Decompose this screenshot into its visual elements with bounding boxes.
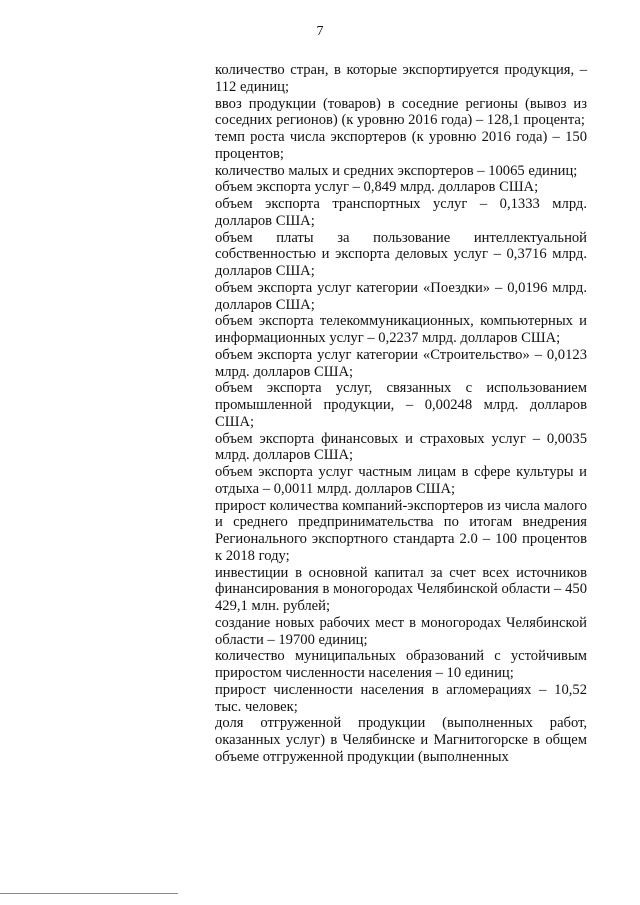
page-number: 7 xyxy=(316,24,324,39)
list-item: объем экспорта финансовых и страховых услуг – 0,0035 млрд. долларов США; xyxy=(215,430,587,464)
list-item: объем платы за пользование интеллектуальной собственностью и экспорта деловых услуг – 0,3716 млрд. долларов США; xyxy=(215,229,587,279)
list-item: количество стран, в которые экспортируется продукция, – 112 единиц; xyxy=(215,62,587,95)
list-item: объем экспорта услуг категории «Поездки» – 0,0196 млрд. долларов США; xyxy=(215,279,587,313)
list-item: создание новых рабочих мест в моногородах Челябинской области – 19700 единиц; xyxy=(215,614,587,648)
list-item: прирост численности населения в агломерациях – 10,52 тыс. человек; xyxy=(215,681,587,715)
list-item: темп роста числа экспортеров (к уровню 2016 года) – 150 процентов; xyxy=(215,129,587,162)
list-item: объем экспорта услуг частным лицам в сфере культуры и отдыха – 0,0011 млрд. долларов США; xyxy=(215,464,587,497)
list-item: количество малых и средних экспортеров – 10065 единиц; xyxy=(215,162,578,179)
footer-divider xyxy=(0,893,178,894)
list-item: инвестиции в основной капитал за счет всех источников финансирования в моногородах Челябинской области – 450 429,1 млн. рублей; xyxy=(215,564,587,614)
document-body xyxy=(215,62,587,766)
list-item: объем экспорта услуг, связанных с использованием промышленной продукции, – 0,00248 млрд. долларов США; xyxy=(215,380,587,430)
list-item: количество муниципальных образований с устойчивым приростом численности населения – 10 единиц; xyxy=(215,648,587,681)
list-item: объем экспорта услуг – 0,849 млрд. долларов США; xyxy=(215,179,539,196)
list-item: объем экспорта телекоммуникационных, компьютерных и информационных услуг – 0,2237 млрд. долларов США; xyxy=(215,313,587,346)
list-item: ввоз продукции (товаров) в соседние регионы (вывоз из соседних регионов) (к уровню 2016 года) – 128,1 процента; xyxy=(215,95,587,129)
list-item: прирост количества компаний-экспортеров из числа малого и среднего предпринимательства по итогам внедрения Регионального экспортного стандарта 2.0 – 100 процентов к 2018 году; xyxy=(215,497,587,564)
list-item: объем экспорта транспортных услуг – 0,1333 млрд. долларов США; xyxy=(215,196,587,229)
list-item: доля отгруженной продукции (выполненных работ, оказанных услуг) в Челябинске и Магнитогорске в общем объеме отгруженной продукции (выполненных xyxy=(215,715,587,765)
list-item: объем экспорта услуг категории «Строительство» – 0,0123 млрд. долларов США; xyxy=(215,346,587,380)
